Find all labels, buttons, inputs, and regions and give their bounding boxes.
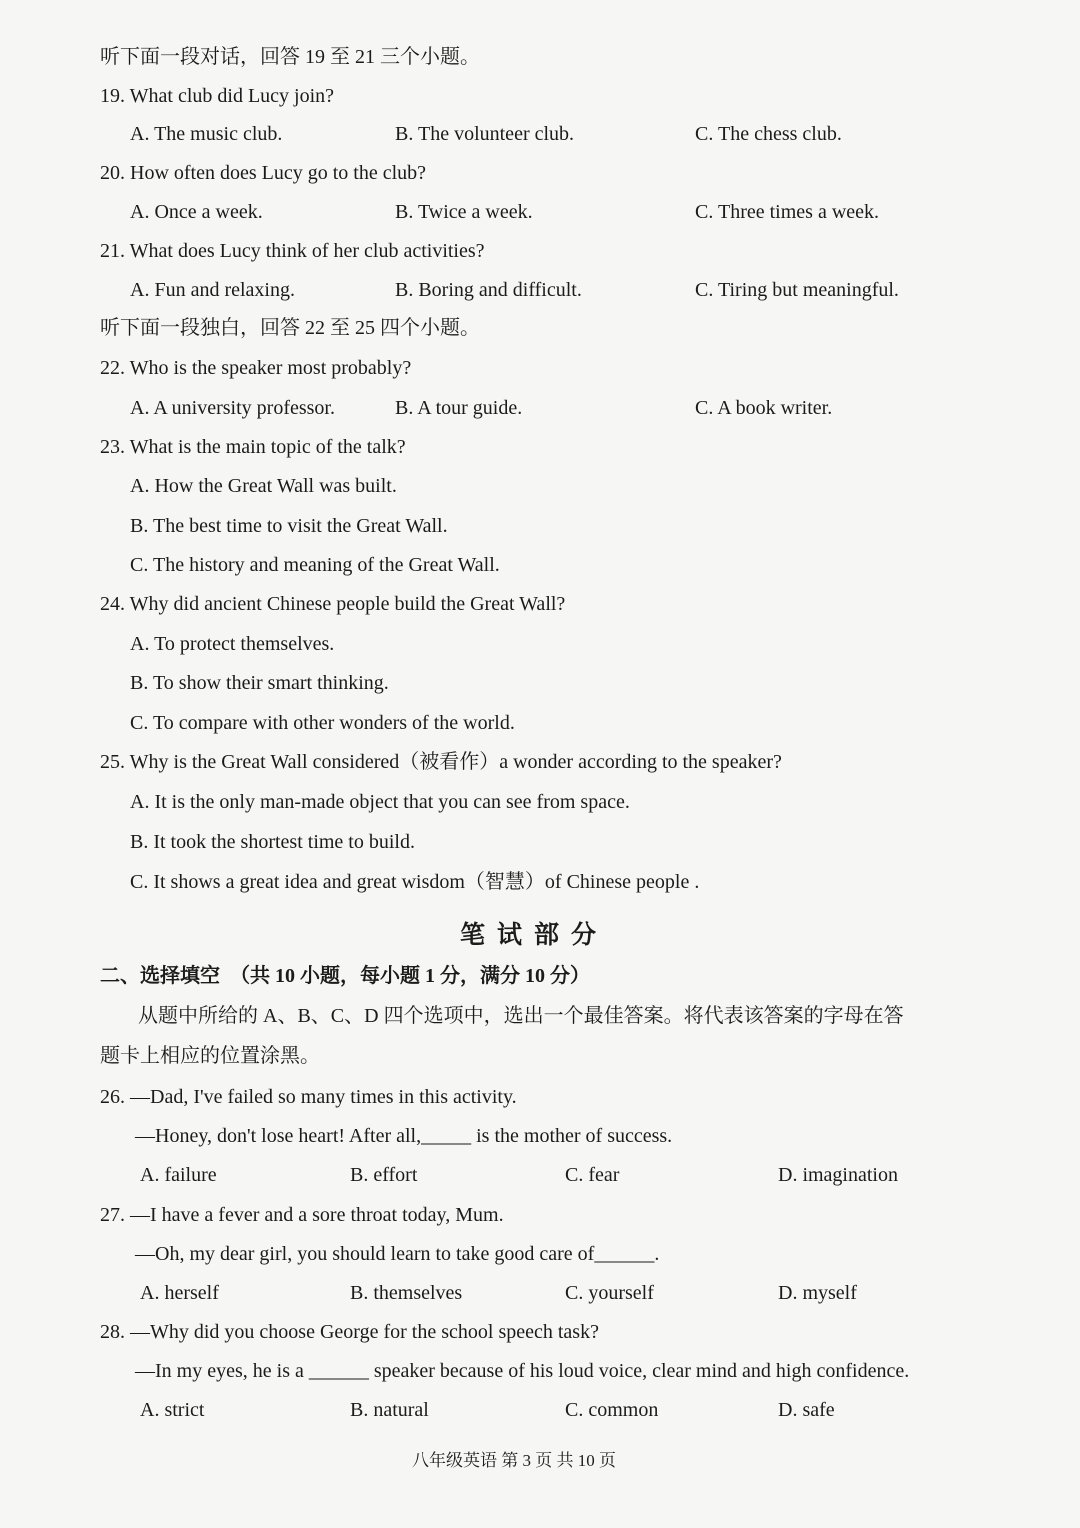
question-27-option-d: D. myself [778, 1282, 857, 1304]
part-two-heading: 二、选择填空 （共 10 小题，每小题 1 分，满分 10 分） [100, 965, 590, 987]
question-23-stem: 23. What is the main topic of the talk? [100, 436, 406, 458]
question-22-option-b: B. A tour guide. [395, 397, 523, 419]
question-20-option-b: B. Twice a week. [395, 201, 533, 223]
question-21-option-c: C. Tiring but meaningful. [695, 279, 899, 301]
question-28-line2: —In my eyes, he is a ______ speaker because of his loud voice, clear mind and high confidence. [135, 1360, 910, 1382]
question-25-option-b: B. It took the shortest time to build. [130, 831, 415, 853]
listening-instruction-22-25: 听下面一段独白，回答 22 至 25 四个小题。 [100, 317, 480, 339]
question-24-option-c: C. To compare with other wonders of the world. [130, 712, 515, 734]
question-26-option-d: D. imagination [778, 1164, 898, 1186]
question-26-option-c: C. fear [565, 1164, 620, 1186]
question-27-option-a: A. herself [140, 1282, 219, 1304]
question-20-stem: 20. How often does Lucy go to the club? [100, 162, 427, 184]
question-28-option-b: B. natural [350, 1399, 429, 1421]
question-26-option-a: A. failure [140, 1164, 217, 1186]
question-26-option-b: B. effort [350, 1164, 418, 1186]
question-27-option-b: B. themselves [350, 1282, 463, 1304]
question-27-line2: —Oh, my dear girl, you should learn to take good care of______. [135, 1243, 660, 1265]
question-20-option-a: A. Once a week. [130, 201, 263, 223]
question-21-stem: 21. What does Lucy think of her club activities? [100, 240, 485, 262]
question-27-line1: 27. —I have a fever and a sore throat today, Mum. [100, 1204, 504, 1226]
question-26-line1: 26. —Dad, I've failed so many times in this activity. [100, 1086, 517, 1108]
question-21-option-a: A. Fun and relaxing. [130, 279, 295, 301]
written-section-title: 笔试部分 [460, 922, 609, 949]
question-22-option-c: C. A book writer. [695, 397, 833, 419]
question-20-option-c: C. Three times a week. [695, 201, 880, 223]
question-19-option-b: B. The volunteer club. [395, 123, 575, 145]
question-28-option-c: C. common [565, 1399, 659, 1421]
part-two-instruction-line1: 从题中所给的 A、B、C、D 四个选项中，选出一个最佳答案。将代表该答案的字母在答 [138, 1005, 904, 1027]
listening-instruction-19-21: 听下面一段对话，回答 19 至 21 三个小题。 [100, 46, 480, 68]
question-28-line1: 28. —Why did you choose George for the school speech task? [100, 1321, 599, 1343]
question-27-option-c: C. yourself [565, 1282, 654, 1304]
question-23-option-b: B. The best time to visit the Great Wall. [130, 515, 448, 537]
part-two-instruction-line2: 题卡上相应的位置涂黑。 [100, 1045, 320, 1067]
question-19-option-a: A. The music club. [130, 123, 283, 145]
question-21-option-b: B. Boring and difficult. [395, 279, 582, 301]
question-23-option-c: C. The history and meaning of the Great Wall. [130, 554, 500, 576]
question-22-option-a: A. A university professor. [130, 397, 335, 419]
question-19-stem: 19. What club did Lucy join? [100, 85, 335, 107]
question-25-option-a: A. It is the only man-made object that you can see from space. [130, 791, 630, 813]
question-24-option-b: B. To show their smart thinking. [130, 672, 389, 694]
question-24-stem: 24. Why did ancient Chinese people build the Great Wall? [100, 593, 566, 615]
question-23-option-a: A. How the Great Wall was built. [130, 475, 397, 497]
question-26-line2: —Honey, don't lose heart! After all,_____ is the mother of success. [135, 1125, 673, 1147]
question-28-option-a: A. strict [140, 1399, 205, 1421]
question-25-option-c: C. It shows a great idea and great wisdom（智慧）of Chinese people . [130, 871, 700, 893]
question-28-option-d: D. safe [778, 1399, 835, 1421]
page-footer: 八年级英语 第 3 页 共 10 页 [412, 1451, 616, 1470]
question-25-stem: 25. Why is the Great Wall considered（被看作）a wonder according to the speaker? [100, 751, 782, 773]
question-19-option-c: C. The chess club. [695, 123, 842, 145]
question-24-option-a: A. To protect themselves. [130, 633, 335, 655]
question-22-stem: 22. Who is the speaker most probably? [100, 357, 412, 379]
